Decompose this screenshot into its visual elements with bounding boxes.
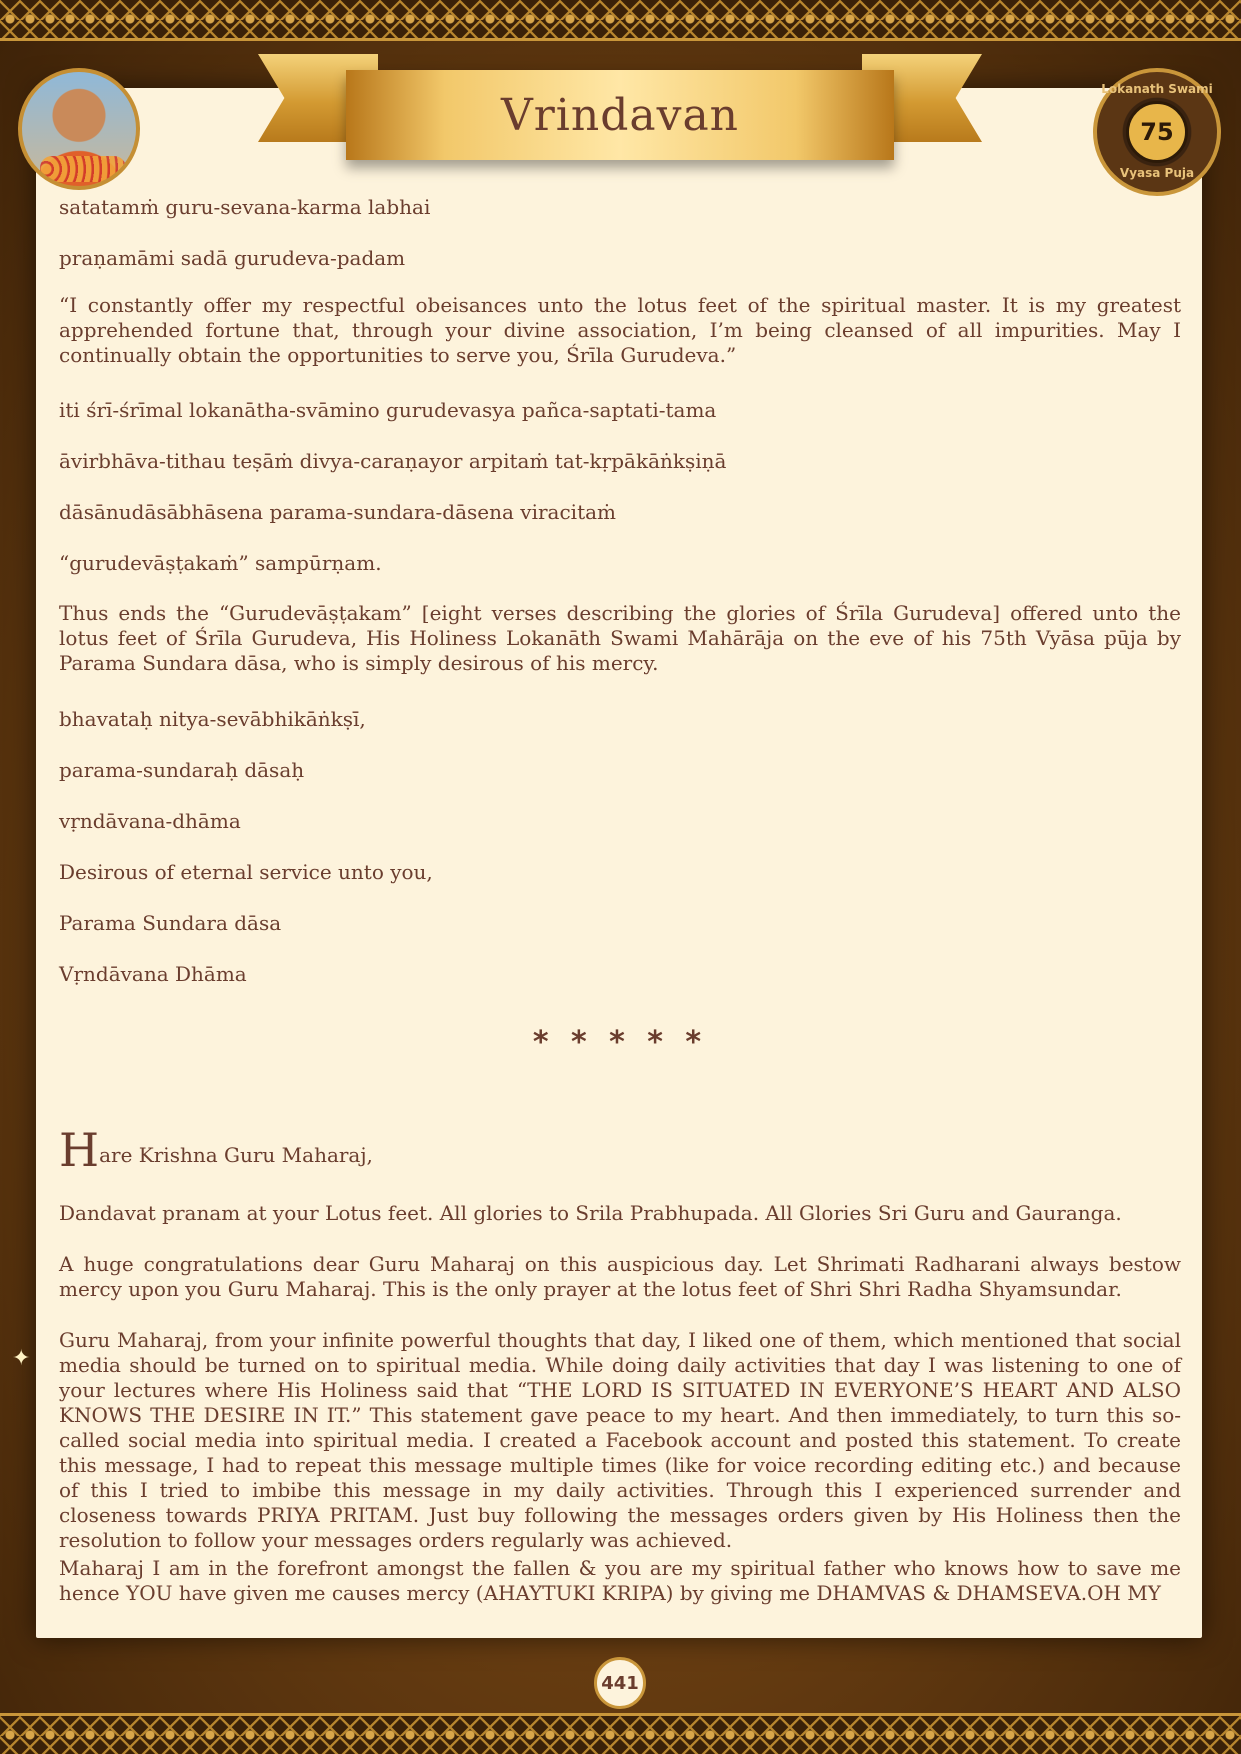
letter-greeting-text: are Krishna Guru Maharaj, bbox=[99, 1143, 373, 1167]
section-separator: * * * * * bbox=[532, 1025, 708, 1060]
signoff-sanskrit-line: parama-sundaraḥ dāsaḥ bbox=[59, 758, 305, 782]
banner-title: Vrindavan bbox=[500, 89, 740, 141]
letter-paragraph: A huge congratulations dear Guru Maharaj on this auspicious day. Let Shrimati Radharani always bestow mercy upon you Guru Maharaj. This is the only prayer at the lotus feet of Shri Shri Radha Shyamsundar. bbox=[59, 1252, 1181, 1301]
top-ornamental-border bbox=[0, 0, 1241, 41]
colophon-line: āvirbhāva-tithau teṣāṁ divya-caraṇayor arpitaṁ tat-kṛpākāṅkṣiṇā bbox=[59, 449, 727, 473]
seal-top-text: Lokanath Swami bbox=[1101, 82, 1213, 96]
verse-translation: “I constantly offer my respectful obeisances unto the lotus feet of the spiritual master. It is my greatest apprehended fortune that, through your divine association, I’m being cleansed of all impurities. May I continually obtain the opportunities to serve you, Śrīla Gurudeva.” bbox=[59, 293, 1181, 367]
colophon-line: “gurudevāṣṭakaṁ” sampūrṇam. bbox=[59, 551, 382, 575]
letter-paragraph: Guru Maharaj, from your infinite powerful thoughts that day, I liked one of them, which mentioned that social media should be turned on to spiritual media. While doing daily activities that day I was listening to one of your lectures where His Holiness said that “THE LORD IS SITUATED IN EVERYONE’S HEART AND ALSO KNOWS THE DESIRE IN IT.” This statement gave peace to my heart. And then immediately, to turn this so-called social media into spiritual media. I created a Facebook account and posted this statement. To create this message, I had to repeat this message multiple times (like for voice recording editing etc.) and because of this I tried to imbibe this message in my daily activities. Through this I experienced surrender and closeness towards PRIYA PRITAM. Just buy following the messages orders given by His Holiness then the resolution to follow your messages orders regularly was achieved. bbox=[59, 1328, 1181, 1552]
verse-line: praṇamāmi sadā gurudeva-padam bbox=[59, 246, 406, 270]
colophon-line: iti śrī-śrīmal lokanātha-svāmino gurudevasya pañca-saptati-tama bbox=[59, 398, 717, 422]
colophon-line: dāsānudāsābhāsena parama-sundara-dāsena viracitaṁ bbox=[59, 500, 617, 524]
letter-greeting bbox=[59, 1123, 373, 1177]
ending-note: Thus ends the “Gurudevāṣṭakam” [eight verses describing the glories of Śrīla Gurudeva] offered unto the lotus feet of Śrīla Gurudeva, His Holiness Lokanāth Swami Mahārāja on the eve of his 75th Vyāsa pūja by Parama Sundara dāsa, who is simply desirous of his mercy. bbox=[59, 601, 1181, 675]
banner-ribbon-main bbox=[346, 70, 894, 160]
letter-paragraph: Dandavat pranam at your Lotus feet. All glories to Srila Prabhupada. All Glories Sri Guru and Gauranga. bbox=[59, 1201, 1122, 1225]
guru-portrait bbox=[18, 68, 140, 190]
bottom-ornamental-border bbox=[0, 1713, 1241, 1754]
letter-dropcap: H bbox=[59, 1123, 100, 1177]
page-number: 441 bbox=[594, 1657, 646, 1709]
signoff-english-line: Vṛndāvana Dhāma bbox=[59, 962, 247, 986]
verse-line: satatamṁ guru-sevana-karma labhai bbox=[59, 195, 431, 219]
sparkle-decoration-icon: ✦ bbox=[12, 1346, 31, 1371]
signoff-sanskrit-line: vṛndāvana-dhāma bbox=[59, 809, 241, 833]
seal-bottom-text: Vyasa Puja bbox=[1119, 166, 1195, 180]
portrait-garland bbox=[40, 156, 126, 182]
anniversary-seal-logo bbox=[1093, 68, 1221, 196]
title-banner bbox=[258, 50, 982, 170]
seal-number: 75 bbox=[1126, 101, 1188, 163]
signoff-english-line: Desirous of eternal service unto you, bbox=[59, 860, 433, 884]
signoff-sanskrit-line: bhavataḥ nitya-sevābhikāṅkṣī, bbox=[59, 707, 366, 731]
letter-paragraph: Maharaj I am in the forefront amongst the fallen & you are my spiritual father who knows how to save me hence YOU have given me causes mercy (AHAYTUKI KRIPA) by giving me DHAMVAS & DHAMSEVA.OH MY bbox=[59, 1556, 1181, 1605]
signoff-english-line: Parama Sundara dāsa bbox=[59, 911, 282, 935]
